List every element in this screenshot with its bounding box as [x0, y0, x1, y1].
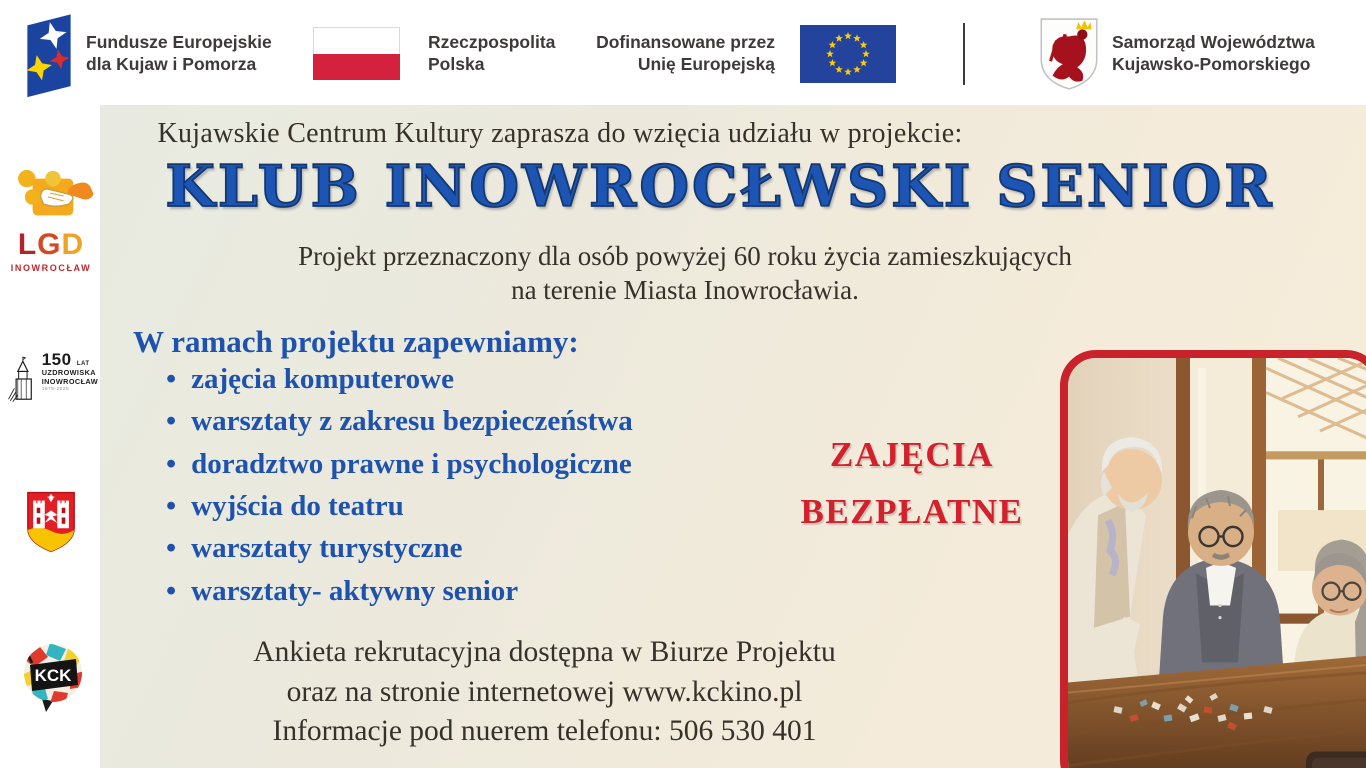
benefits-list — [166, 363, 633, 617]
poland-flag-white — [313, 27, 400, 54]
eu-line2: Unię Europejską — [637, 54, 775, 75]
subtitle-line1: Projekt przeznaczony dla osób powyżej 60 roku życia zamieszkujących — [298, 241, 1072, 271]
contact-line: Ankieta rekrutacyjna dostępna w Biurze Projektu — [253, 636, 836, 668]
benefit-item: • warsztaty turystyczne — [166, 532, 633, 565]
uzdrowisko-line3: INOWROCŁAW — [41, 377, 98, 387]
seniors-puzzle-photo — [1060, 350, 1366, 768]
inowroclaw-coat-of-arms-icon — [26, 490, 76, 554]
sidebar-logos — [0, 105, 100, 768]
kujawsko-pomorskie-coat-of-arms-icon — [1038, 16, 1100, 92]
subtitle-line2: na terenie Miasta Inowrocławia. — [511, 275, 859, 306]
uzdrowisko-line2: UZDROWISKA — [41, 368, 96, 377]
kck-logo — [20, 641, 86, 713]
lgd-inowroclaw-logo — [6, 167, 96, 273]
poland-flag-red — [313, 54, 400, 81]
samorzad-wojewodztwa-label — [1112, 31, 1315, 76]
benefit-item: • warsztaty z zakresu bezpieczeństwa — [166, 405, 633, 438]
kck-bubble-icon — [20, 641, 86, 713]
lgd-city-label: INOWROCŁAW — [10, 263, 92, 273]
uzdrowisko-150: 150 LAT — [41, 350, 90, 369]
contact-line: oraz na stronie internetowej www.kckino.pl — [286, 675, 803, 708]
lgd-letter-l: L — [17, 228, 38, 261]
free-badge-line1: ZAJĘCIA — [829, 435, 995, 474]
rp-line1: Rzeczpospolita — [428, 32, 556, 52]
sw-line2: Kujawsko-Pomorskiego — [1112, 54, 1311, 75]
fe-line2: dla Kujaw i Pomorza — [86, 54, 257, 75]
free-classes-badge — [762, 427, 1062, 540]
fe-line1: Fundusze Europejskie — [86, 32, 272, 52]
fundusze-europejskie-logo-icon — [18, 7, 80, 99]
uzdrowisko-years: 1875-2025 — [41, 387, 70, 393]
section-heading: W ramach projektu zapewniamy: — [133, 324, 579, 359]
uzdrowisko-150-lat-logo — [6, 351, 98, 407]
rp-line2: Polska — [428, 54, 485, 75]
lgd-letters — [6, 230, 96, 260]
sw-line1: Samorząd Województwa — [1112, 32, 1315, 52]
poster-subtitle — [150, 239, 1220, 308]
contact-line: Informacje pod nuerem telefonu: 506 530 401 — [272, 715, 817, 748]
rzeczpospolita-polska-label — [428, 31, 555, 76]
lgd-letter-g: G — [37, 228, 62, 261]
poster-title: KLUB INOWROCŁWSKI SENIOR — [165, 153, 1275, 220]
header-bar — [0, 0, 1366, 105]
benefit-item: • warsztaty- aktywny senior — [166, 575, 633, 608]
benefit-item: • doradztwo prawne i psychologiczne — [166, 448, 633, 481]
poland-flag-icon — [313, 27, 400, 80]
free-badge-line2: BEZPŁATNE — [800, 491, 1024, 531]
kck-label: KCK — [34, 666, 72, 685]
lgd-puzzle-hands-icon — [7, 167, 95, 227]
fundusze-europejskie-label — [86, 31, 272, 76]
header-divider — [963, 23, 965, 85]
intro-line: Kujawskie Centrum Kultury zaprasza do wzięcia udziału w projekcie: — [157, 118, 963, 149]
eu-line1: Dofinansowane przez — [596, 32, 775, 52]
uzdrowisko-tower-icon — [6, 351, 40, 407]
benefit-item: • zajęcia komputerowe — [166, 363, 633, 396]
contact-info — [122, 633, 967, 752]
seniors-puzzle-illustration — [1068, 358, 1366, 768]
lgd-letter-d: D — [61, 228, 85, 261]
uzdrowisko-text — [42, 351, 98, 392]
eu-funding-label — [570, 31, 775, 76]
benefit-item: • wyjścia do teatru — [166, 490, 633, 523]
eu-flag-icon — [800, 25, 896, 83]
